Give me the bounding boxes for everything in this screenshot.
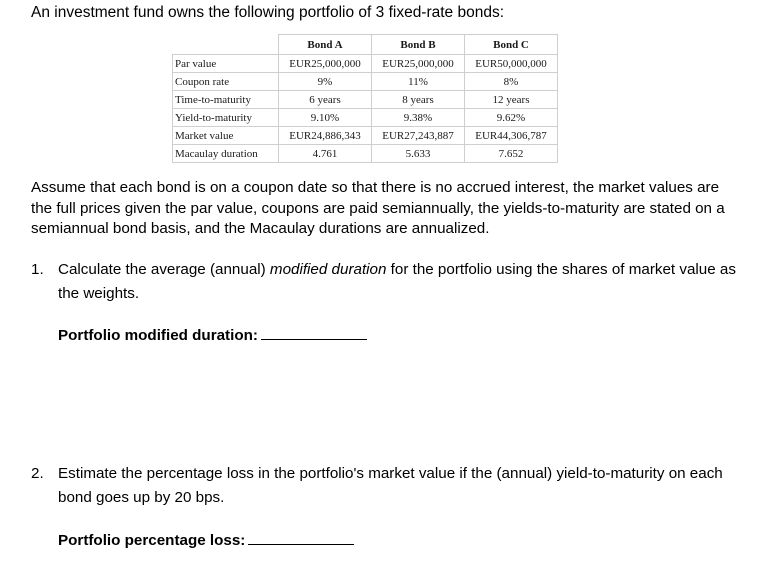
question-1-text-end: for the portfolio using the shares of market value as the weights.	[58, 261, 736, 302]
row-label: Yield-to-maturity	[173, 109, 279, 127]
cell-bond-a: EUR24,886,343	[279, 127, 372, 145]
question-2	[31, 462, 738, 510]
cell-bond-c: 7.652	[465, 145, 558, 163]
cell-bond-b: 5.633	[372, 145, 465, 163]
cell-bond-a: 9%	[279, 73, 372, 91]
answer-2	[58, 530, 354, 549]
question-1-number: 1.	[31, 261, 44, 278]
table-row	[173, 145, 558, 163]
table-row	[173, 109, 558, 127]
cell-bond-a: 9.10%	[279, 109, 372, 127]
row-label: Par value	[173, 55, 279, 73]
answer-2-blank[interactable]	[248, 530, 354, 545]
table-row	[173, 55, 558, 73]
cell-bond-c: 12 years	[465, 91, 558, 109]
header-corner	[173, 35, 279, 55]
answer-1-label: Portfolio modified duration:	[58, 327, 258, 344]
table-row	[173, 73, 558, 91]
cell-bond-a: EUR25,000,000	[279, 55, 372, 73]
cell-bond-c: EUR50,000,000	[465, 55, 558, 73]
question-1-emphasis: modified duration	[269, 261, 387, 278]
cell-bond-b: EUR25,000,000	[372, 55, 465, 73]
table-row	[173, 91, 558, 109]
cell-bond-c: EUR44,306,787	[465, 127, 558, 145]
question-1-text	[58, 258, 738, 306]
cell-bond-c: 8%	[465, 73, 558, 91]
intro-text: An investment fund owns the following portfolio of 3 fixed-rate bonds:	[31, 4, 505, 21]
bond-portfolio-table	[172, 34, 558, 163]
header-bond-c: Bond C	[465, 35, 558, 55]
cell-bond-b: 8 years	[372, 91, 465, 109]
answer-1	[58, 325, 367, 344]
table-header-row	[173, 35, 558, 55]
row-label: Coupon rate	[173, 73, 279, 91]
question-1	[31, 258, 738, 306]
answer-1-blank[interactable]	[261, 325, 367, 340]
cell-bond-a: 6 years	[279, 91, 372, 109]
cell-bond-a: 4.761	[279, 145, 372, 163]
cell-bond-b: EUR27,243,887	[372, 127, 465, 145]
row-label: Market value	[173, 127, 279, 145]
answer-2-label: Portfolio percentage loss:	[58, 532, 246, 549]
cell-bond-c: 9.62%	[465, 109, 558, 127]
cell-bond-b: 9.38%	[372, 109, 465, 127]
table-row	[173, 127, 558, 145]
cell-bond-b: 11%	[372, 73, 465, 91]
question-2-number: 2.	[31, 465, 44, 482]
header-bond-b: Bond B	[372, 35, 465, 55]
header-bond-a: Bond A	[279, 35, 372, 55]
assumptions-paragraph: Assume that each bond is on a coupon date so that there is no accrued interest, the market values are the full prices given the par value, coupons are paid semiannually, the yields-to-maturity are stated on a semiannual bond basis, and the Macaulay durations are annualized.	[31, 179, 725, 237]
row-label: Time-to-maturity	[173, 91, 279, 109]
question-1-text-start: Calculate the average (annual)	[58, 261, 270, 278]
question-2-text: Estimate the percentage loss in the portfolio's market value if the (annual) yield-to-maturity on each bond goes up by 20 bps.	[58, 465, 723, 506]
row-label: Macaulay duration	[173, 145, 279, 163]
